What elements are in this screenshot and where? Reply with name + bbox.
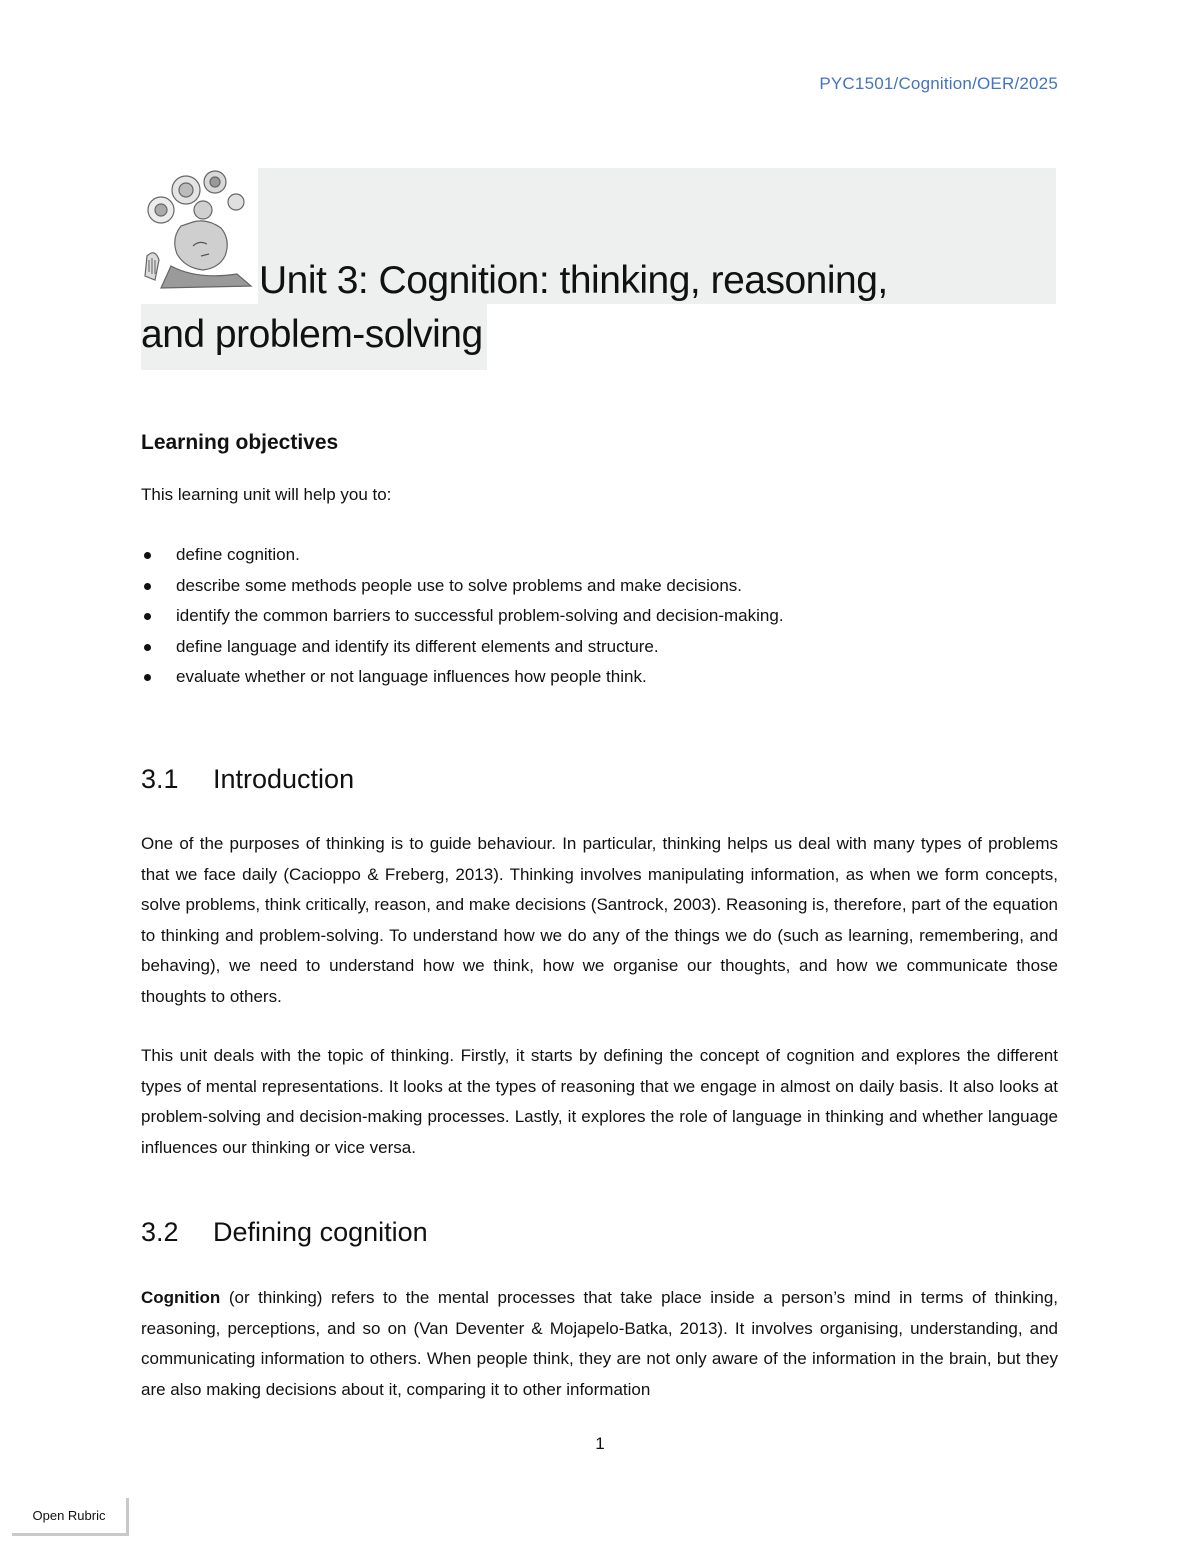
objectives-list	[141, 541, 1058, 694]
open-rubric-button[interactable]: Open Rubric	[12, 1498, 129, 1536]
list-item: evaluate whether or not language influences how people think.	[141, 663, 1058, 694]
section-heading-defining-cognition	[141, 1217, 1058, 1248]
section-number: 3.2	[141, 1217, 179, 1247]
thinking-head-illustration	[141, 168, 259, 292]
list-item: define language and identify its different elements and structure.	[141, 633, 1058, 664]
learning-objectives-heading: Learning objectives	[141, 431, 339, 454]
introduction-paragraph-2: This unit deals with the topic of thinking. Firstly, it starts by defining the concept of cognition and explores the different types of mental representations. It looks at the types of reasoning that we engage in almost on daily basis. It also looks at problem-solving and decision-making processes. Lastly, it explores the role of language in thinking and whether language influences our thinking or vice versa.	[141, 1046, 1058, 1157]
course-code-header: PYC1501/Cognition/OER/2025	[819, 74, 1058, 93]
section-heading-introduction	[141, 764, 1058, 795]
key-term: Cognition	[141, 1288, 221, 1307]
unit-title	[141, 168, 1056, 370]
list-item: identify the common barriers to successful problem-solving and decision-making.	[141, 602, 1058, 633]
list-item: describe some methods people use to solve problems and make decisions.	[141, 572, 1058, 603]
title-line-1: Unit 3: Cognition: thinking, reasoning,	[259, 259, 888, 302]
section-number: 3.1	[141, 764, 179, 794]
page-number: 1	[595, 1434, 605, 1453]
defining-cognition-paragraph	[141, 1283, 1058, 1405]
list-item: define cognition.	[141, 541, 1058, 572]
title-line-2: and problem-solving	[141, 304, 487, 370]
introduction-paragraph-1: One of the purposes of thinking is to guide behaviour. In particular, thinking helps us deal with many types of problems that we face daily (Cacioppo & Freberg, 2013). Thinking involves manipulating information, as when we form concepts, solve problems, think critically, reason, and make decisions (Santrock, 2003). Reasoning is, therefore, part of the equation to thinking and problem-solving. To understand how we do any of the things we do (such as learning, remembering, and behaving), we need to understand how we think, how we organise our thoughts, and how we communicate those thoughts to others.	[141, 834, 1058, 1006]
paragraph-text: (or thinking) refers to the mental processes that take place inside a person’s mind in terms of thinking, reasoning, perceptions, and so on (Van Deventer & Mojapelo-Batka, 2013). It involves organising, understanding, and communicating information to others. When people think, they are not only aware of the information in the brain, but they are also making decisions about it, comparing it to other information	[141, 1288, 1058, 1399]
learning-objectives-intro: This learning unit will help you to:	[141, 485, 392, 504]
section-title: Introduction	[213, 764, 355, 794]
section-title: Defining cognition	[213, 1217, 428, 1247]
